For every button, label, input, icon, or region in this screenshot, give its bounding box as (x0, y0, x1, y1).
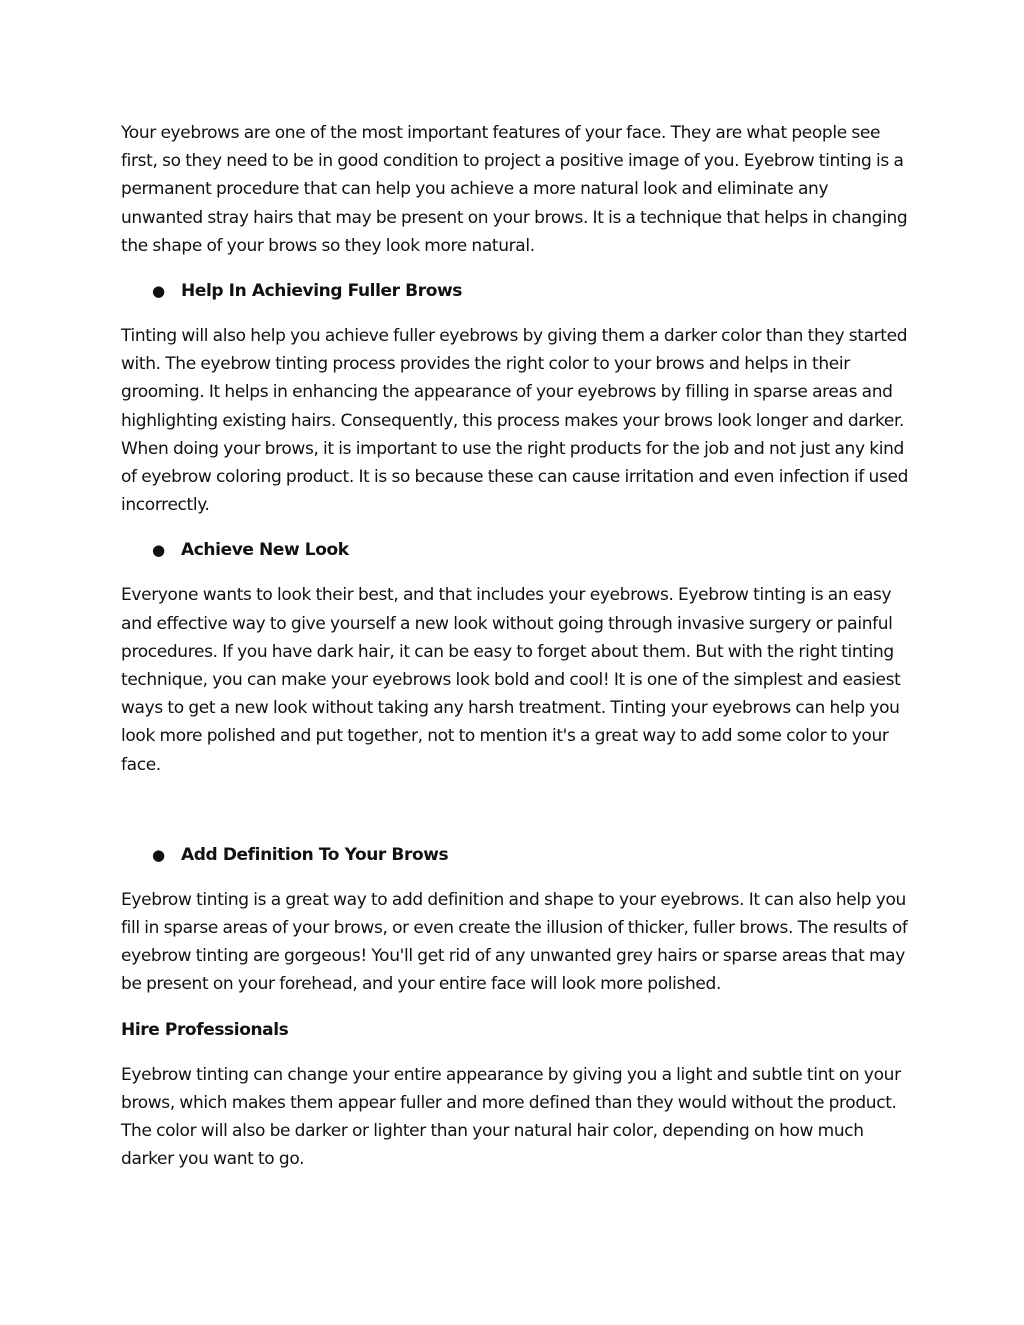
intro-paragraph: Your eyebrows are one of the most important features of your face. They are what people see first, so they need to be in good condition to project a positive image of you. Eyebrow tinting is a permanent procedure that can help you achieve a more natural look and eliminate any unwanted stray hairs that may be present on your brows. It is a technique that helps in changing the shape of your brows so they look more natural. (121, 123, 908, 256)
bullet-heading-fuller-brows (121, 277, 911, 305)
bullet-icon: ● (152, 541, 165, 560)
section-paragraph-definition: Eyebrow tinting is a great way to add definition and shape to your eyebrows. It can also help you fill in sparse areas of your brows, or even create the illusion of thicker, fuller brows. The results of eyebrow tinting are gorgeous! You'll get rid of any unwanted grey hairs or sparse areas that may be present on your forehead, and your entire face will look more polished. (121, 889, 908, 995)
bullet-icon: ● (152, 845, 165, 864)
bullet-heading-definition (121, 841, 911, 869)
blank-line (121, 779, 911, 824)
section-paragraph-new-look: Everyone wants to look their best, and that includes your eyebrows. Eyebrow tinting is an easy and effective way to give yourself a new look without going through invasive surgery or painful procedures. If you have dark hair, it can be easy to forget about them. But with the right tinting technique, you can make your eyebrows look bold and cool! It is one of the simplest and easiest ways to get a new look without taking any harsh treatment. Tinting your eyebrows can help you look more polished and put together, not to mention it's a great way to add some color to your face. (121, 585, 901, 775)
section-heading: Achieve New Look (181, 540, 349, 561)
section-heading: Help In Achieving Fuller Brows (181, 281, 463, 302)
document-page (121, 119, 911, 1173)
hire-professionals-heading: Hire Professionals (121, 1019, 289, 1040)
bullet-icon: ● (152, 282, 165, 301)
section-heading: Add Definition To Your Brows (181, 844, 449, 865)
section-paragraph-fuller-brows: Tinting will also help you achieve fuller eyebrows by giving them a darker color than they started with. The eyebrow tinting process provides the right color to your brows and helps in their grooming. It helps in enhancing the appearance of your eyebrows by filling in sparse areas and highlighting existing hairs. Consequently, this process makes your brows look longer and darker. When doing your brows, it is important to use the right products for the job and not just any kind of eyebrow coloring product. It is so because these can cause irritation and even infection if used incorrectly. (121, 326, 909, 516)
hire-professionals-paragraph: Eyebrow tinting can change your entire appearance by giving you a light and subtle tint on your brows, which makes them appear fuller and more defined than they would without the product. The color will also be darker or lighter than your natural hair color, depending on how much darker you want to go. (121, 1064, 901, 1170)
bullet-heading-new-look (121, 536, 911, 564)
